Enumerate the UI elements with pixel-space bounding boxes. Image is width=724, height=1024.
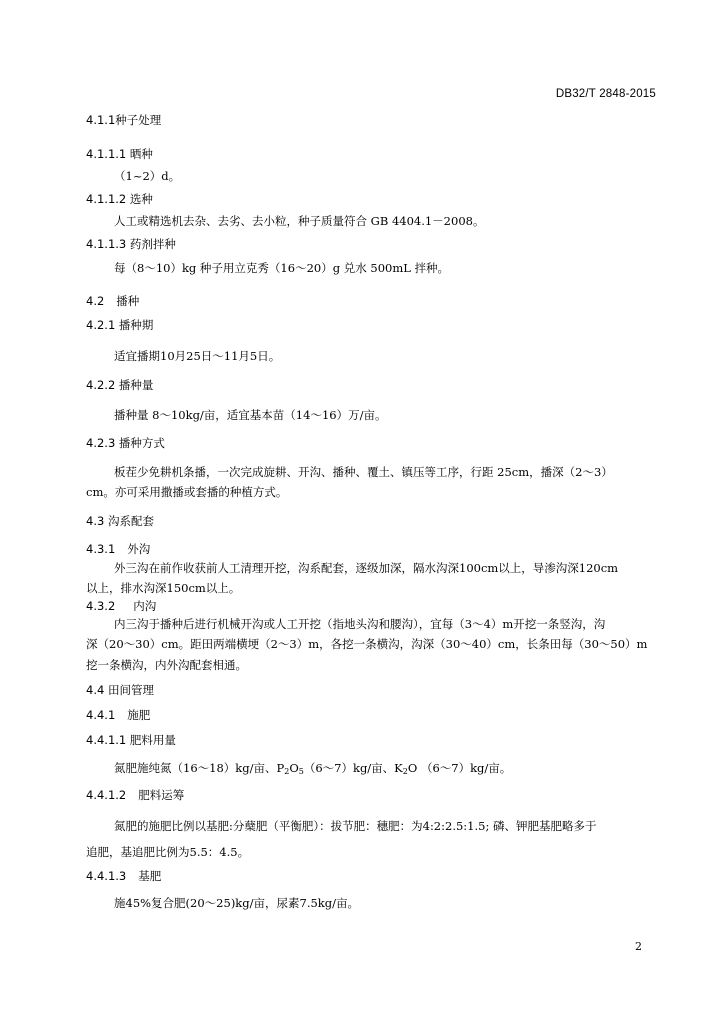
- section-number: 4.2.1: [86, 318, 116, 332]
- paragraph-line: 追肥，基追肥比例为5.5：4.5。: [86, 845, 250, 859]
- heading-4-4-1-1: [86, 733, 176, 747]
- paragraph-line: 深（20～30）cm。距田两端横埂（2～3）m，各挖一条横沟，沟深（30～40）cm，长条田每（30～50）m: [86, 637, 648, 651]
- text-run: （6～7）kg/亩、K: [303, 761, 403, 775]
- heading-4-2-3: [86, 436, 165, 450]
- section-title: 播种: [116, 294, 140, 308]
- section-title: 肥料运筹: [138, 788, 185, 802]
- heading-4-3: [86, 514, 154, 528]
- section-number: 4.1.1.2: [86, 192, 127, 206]
- heading-4-4-1-3: [86, 869, 161, 883]
- section-number: 4.1.1: [86, 113, 116, 127]
- paragraph-line: cm。亦可采用撒播或套播的种植方式。: [86, 485, 288, 499]
- heading-4-3-2: [86, 599, 156, 613]
- section-number: 4.3.2: [86, 599, 116, 613]
- section-title: 播种方式: [118, 436, 165, 450]
- standard-code: DB32/T 2848-2015: [555, 88, 656, 100]
- heading-4-4-1: [86, 708, 150, 722]
- section-number: 4.2.2: [86, 378, 116, 392]
- paragraph-line: 以上，排水沟深150cm以上。: [86, 581, 241, 595]
- subscript: 5: [298, 767, 304, 776]
- section-title: 施肥: [127, 708, 151, 722]
- paragraph-line: 氮肥的施肥比例以基肥:分蘖肥（平衡肥）：拔节肥：穗肥：为4:2:2.5:1.5; 磷、钾肥基肥略多于: [114, 819, 597, 833]
- section-title: 晒种: [129, 147, 153, 161]
- heading-4-4-1-2: [86, 788, 184, 802]
- section-number: 4.2: [86, 294, 105, 308]
- paragraph-line: 挖一条横沟，内外沟配套相通。: [86, 658, 247, 672]
- section-title: 田间管理: [107, 683, 154, 697]
- section-title: 基肥: [138, 869, 162, 883]
- text-run: O （6～7）kg/亩。: [407, 761, 512, 775]
- text-run: O: [289, 761, 299, 775]
- section-number: 4.3: [86, 514, 105, 528]
- section-number: 4.4: [86, 683, 105, 697]
- section-number: 4.3.1: [86, 542, 116, 556]
- heading-4-1-1-3: [86, 237, 176, 251]
- text-run: 氮肥施纯氮（16～18）kg/亩、P: [114, 761, 285, 775]
- section-number: 4.2.3: [86, 436, 116, 450]
- subscript: 2: [284, 767, 290, 776]
- paragraph: （1~2）d。: [114, 169, 181, 183]
- heading-4-1-1-2: [86, 192, 153, 206]
- section-title: 选种: [129, 192, 153, 206]
- paragraph: 每（8～10）kg 种子用立克秀（16～20）g 兑水 500mL 拌种。: [114, 261, 450, 275]
- section-title: 沟系配套: [107, 514, 154, 528]
- paragraph-line: 板茬少免耕机条播，一次完成旋耕、开沟、播种、覆土、镇压等工序，行距 25cm，播深（2～3）: [114, 465, 613, 479]
- section-title: 外沟: [127, 542, 151, 556]
- section-title: 种子处理: [115, 113, 162, 127]
- paragraph: [114, 761, 511, 779]
- heading-4-2-1: [86, 318, 153, 332]
- section-number: 4.4.1.3: [86, 869, 127, 883]
- paragraph-line: 外三沟在前作收获前人工清理开挖，沟系配套，逐级加深，隔水沟深100cm以上，导渗沟深120cm: [114, 561, 619, 575]
- section-number: 4.1.1.1: [86, 147, 127, 161]
- heading-4-4: [86, 683, 154, 697]
- section-title: 播种量: [118, 378, 154, 392]
- page-number: 2: [635, 940, 642, 953]
- section-title: 内沟: [133, 599, 157, 613]
- paragraph: 播种量 8～10kg/亩，适宜基本苗（14～16）万/亩。: [114, 408, 387, 422]
- section-title: 肥料用量: [129, 733, 176, 747]
- heading-4-1-1-1: [86, 147, 153, 161]
- paragraph: 适宜播期10月25日～11月5日。: [114, 349, 281, 363]
- heading-4-2-2: [86, 378, 153, 392]
- paragraph: 人工或精选机去杂、去劣、去小粒，种子质量符合 GB 4404.1－2008。: [114, 214, 485, 228]
- section-title: 药剂拌种: [129, 237, 176, 251]
- section-title: 播种期: [118, 318, 154, 332]
- paragraph: 施45%复合肥(20～25)kg/亩，尿素7.5kg/亩。: [114, 896, 359, 910]
- subscript: 2: [402, 767, 408, 776]
- heading-4-2: [86, 294, 139, 308]
- section-number: 4.4.1.2: [86, 788, 127, 802]
- section-number: 4.1.1.3: [86, 237, 127, 251]
- section-number: 4.4.1: [86, 708, 116, 722]
- heading-4-3-1: [86, 542, 150, 556]
- heading-4-1-1: [86, 113, 161, 127]
- section-number: 4.4.1.1: [86, 733, 127, 747]
- paragraph-line: 内三沟于播种后进行机械开沟或人工开挖（指地头沟和腰沟），宜每（3～4）m开挖一条竖沟，沟: [114, 617, 606, 631]
